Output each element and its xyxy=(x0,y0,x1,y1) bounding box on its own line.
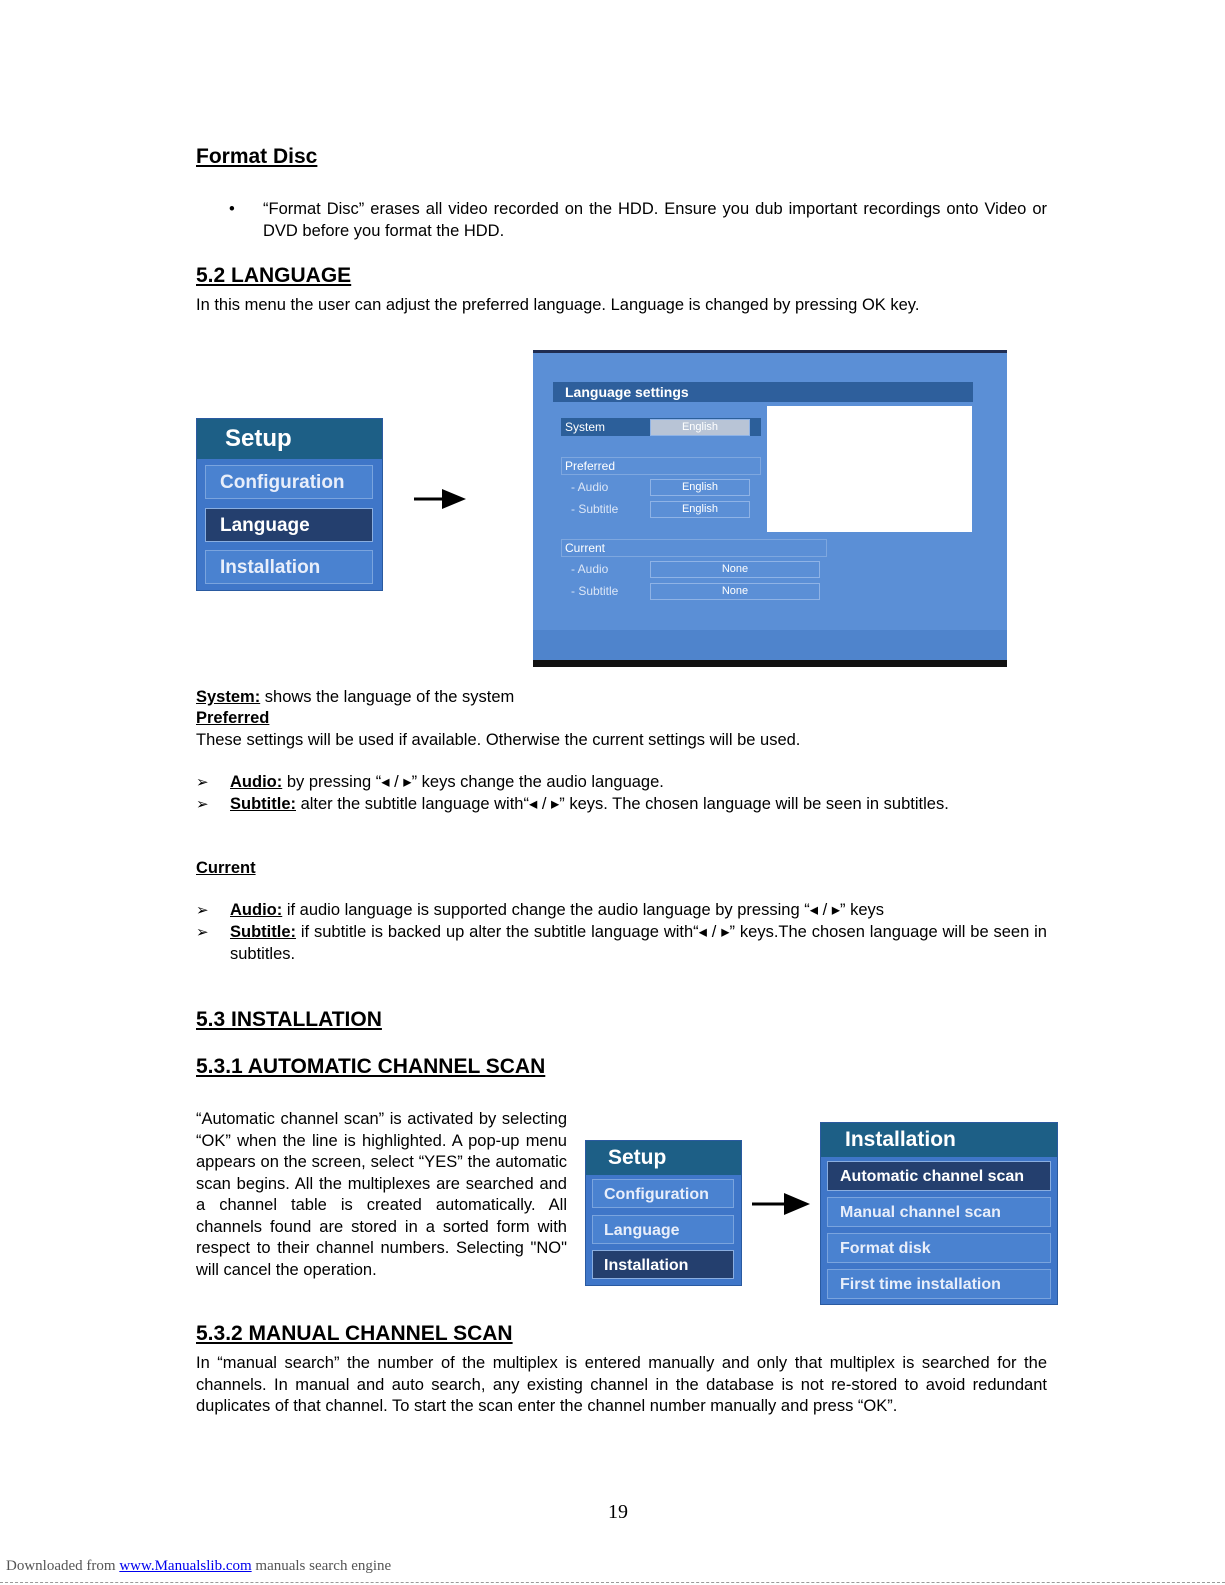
cur-sub-term: Subtitle: xyxy=(230,923,296,941)
cur-subtitle-value[interactable]: None xyxy=(650,583,820,600)
pref-subtitle-bullet xyxy=(196,794,1047,816)
arrow-bullet-icon: ➢ xyxy=(196,924,209,941)
footer-suffix: manuals search engine xyxy=(251,1558,392,1574)
cur-audio-term: Audio: xyxy=(230,901,283,919)
system-desc-text: shows the language of the system xyxy=(260,688,515,706)
setup-item-language[interactable]: Language xyxy=(205,508,373,542)
preferred-desc: These settings will be used if available. Otherwise the current settings will be used. xyxy=(196,731,801,749)
setup-menu xyxy=(196,418,383,591)
footer-divider xyxy=(0,1582,1225,1583)
language-intro: In this menu the user can adjust the preferred language. Language is changed by pressing OK key. xyxy=(196,296,920,314)
cur-audio-bullet xyxy=(196,900,1047,922)
cur-subtitle-bullet xyxy=(196,922,1047,965)
cur-subtitle-label: - Subtitle xyxy=(571,584,619,598)
setup-item-configuration[interactable]: Configuration xyxy=(205,465,373,499)
preview-panel xyxy=(767,406,972,532)
installation-menu-title: Installation xyxy=(821,1123,1057,1157)
pref-audio-desc: by pressing “◂ / ▸” keys change the audio language. xyxy=(282,773,664,791)
format-disc-text: “Format Disc” erases all video recorded on the HDD. Ensure you dub important recordings onto Video or DVD before you format the HDD. xyxy=(263,200,1047,240)
cur-audio-label: - Audio xyxy=(571,562,609,576)
format-disc-heading: Format Disc xyxy=(196,145,318,168)
setup-2-item-configuration[interactable]: Configuration xyxy=(592,1179,734,1208)
installation-menu xyxy=(820,1122,1058,1305)
auto-scan-heading: 5.3.1 AUTOMATIC CHANNEL SCAN xyxy=(196,1055,546,1078)
screen-bottom-bar xyxy=(533,630,1007,660)
manualslib-link[interactable]: www.Manualslib.com xyxy=(119,1558,252,1574)
screen-bottom-border xyxy=(533,660,1007,667)
format-disc-bullet xyxy=(229,199,1047,242)
preferred-term: Preferred xyxy=(196,709,270,727)
arrow-bullet-icon: ➢ xyxy=(196,774,209,791)
bullet-dot-icon: • xyxy=(229,200,235,218)
system-desc xyxy=(196,687,514,709)
current-term: Current xyxy=(196,859,256,877)
install-item-manual-scan[interactable]: Manual channel scan xyxy=(827,1197,1051,1227)
current-label: Current xyxy=(565,541,606,555)
arrow-bullet-icon: ➢ xyxy=(196,902,209,919)
system-term: System: xyxy=(196,688,261,706)
system-value[interactable]: English xyxy=(650,419,750,436)
pref-audio-label: - Audio xyxy=(571,480,609,494)
install-item-first-time[interactable]: First time installation xyxy=(827,1269,1051,1299)
pref-audio-term: Audio: xyxy=(230,773,283,791)
setup-menu-title: Setup xyxy=(197,419,382,459)
footer-credit xyxy=(6,1558,391,1575)
pref-subtitle-value[interactable]: English xyxy=(650,501,750,518)
arrow-right-icon xyxy=(752,1192,810,1216)
pref-audio-value[interactable]: English xyxy=(650,479,750,496)
manual-scan-text: In “manual search” the number of the multiplex is entered manually and only that multiplex is searched for the channels. In manual and auto search, any existing channel in the database is not re-stored to avoid redundant duplicates of that channel. To start the scan enter the channel number manually and press “OK”. xyxy=(196,1354,1047,1415)
downloaded-from-text: Downloaded from xyxy=(6,1558,120,1574)
language-settings-screen xyxy=(533,350,1007,667)
page-number: 19 xyxy=(608,1501,628,1523)
cur-audio-value[interactable]: None xyxy=(650,561,820,578)
screen-top-border xyxy=(533,350,1007,353)
system-label: System xyxy=(565,420,606,434)
arrow-right-icon xyxy=(414,487,466,511)
pref-subtitle-label: - Subtitle xyxy=(571,502,619,516)
auto-scan-text: “Automatic channel scan” is activated by selecting “OK” when the line is highlighted. A pop-up menu appears on the screen, select “YES” the automatic scan begins. All the multiplexes are searched and a channel table is created automatically. All channels found are stored in a sorted form with respect to their channel numbers. Selecting "NO" will cancel the operation. xyxy=(196,1110,567,1279)
preferred-label: Preferred xyxy=(565,459,616,473)
setup-item-installation[interactable]: Installation xyxy=(205,550,373,584)
cur-sub-desc: if subtitle is backed up alter the subtitle language with“◂ / ▸” keys.The chosen language will be seen in subtitles. xyxy=(230,923,1047,963)
setup-2-item-language[interactable]: Language xyxy=(592,1215,734,1244)
setup-menu-2 xyxy=(585,1140,742,1286)
setup-menu-2-title: Setup xyxy=(586,1141,741,1175)
install-item-format-disk[interactable]: Format disk xyxy=(827,1233,1051,1263)
installation-heading: 5.3 INSTALLATION xyxy=(196,1008,382,1031)
setup-2-item-installation[interactable]: Installation xyxy=(592,1250,734,1279)
cur-audio-desc: if audio language is supported change the audio language by pressing “◂ / ▸” keys xyxy=(282,901,885,919)
manual-scan-heading: 5.3.2 MANUAL CHANNEL SCAN xyxy=(196,1322,513,1345)
language-settings-title: Language settings xyxy=(553,382,973,402)
pref-sub-desc: alter the subtitle language with“◂ / ▸” keys. The chosen language will be seen in subtitles. xyxy=(296,795,949,813)
pref-sub-term: Subtitle: xyxy=(230,795,296,813)
pref-audio-bullet xyxy=(196,772,1047,794)
arrow-bullet-icon: ➢ xyxy=(196,796,209,813)
language-heading: 5.2 LANGUAGE xyxy=(196,264,352,287)
install-item-automatic-scan[interactable]: Automatic channel scan xyxy=(827,1161,1051,1191)
